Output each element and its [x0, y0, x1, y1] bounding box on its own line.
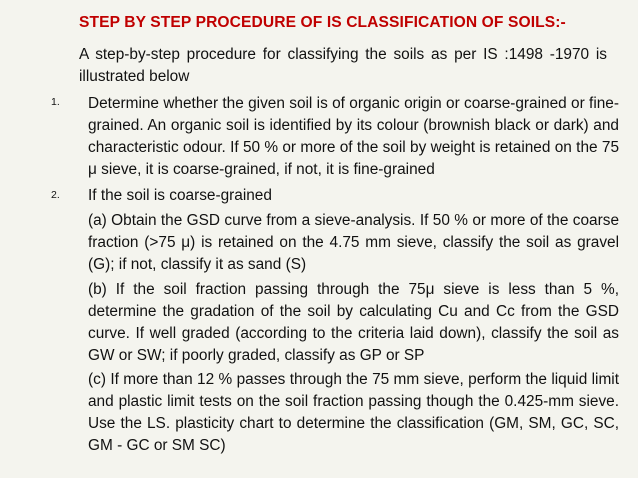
- step-2-number: 2.: [51, 189, 60, 201]
- step-2-text: If the soil is coarse-grained: [88, 187, 272, 204]
- subpoint-c: (c) If more than 12 % passes through the 75 mm sieve, perform the liquid limit and plastic limit tests on the soil fraction passing though the 0.425-mm sieve. Use the LS. plasticity chart to determine the classification (GM, SM, GC, SC, GM - GC or SM SC): [88, 371, 619, 454]
- subpoint-b: (b) If the soil fraction passing through the 75μ sieve is less than 5 %, determine the gradation of the soil by calculating Cu and Cc from the GSD curve. If well graded (according to the criteria laid down), classify the soil as GW or SW; if poorly graded, classify as GP or SP: [88, 281, 619, 364]
- step-1-text: Determine whether the given soil is of organic origin or coarse-grained or fine-grained. An organic soil is identified by its colour (brownish black or dark) and characteristic odour. If 50 % or more of the soil by weight is retained on the 75 μ sieve, it is coarse-grained, if not, it is fine-grained: [88, 95, 619, 178]
- subpoint-a: (a) Obtain the GSD curve from a sieve-analysis. If 50 % or more of the coarse fraction (>75 μ) is retained on the 4.75 mm sieve, classify the soil as gravel (G); if not, classify it as sand (S): [88, 212, 619, 273]
- slide-title: STEP BY STEP PROCEDURE OF IS CLASSIFICATION OF SOILS:-: [79, 14, 566, 31]
- intro-paragraph: A step-by-step procedure for classifying the soils as per IS :1498 -1970 is illustrated below: [79, 46, 607, 85]
- step-1-number: 1.: [51, 96, 60, 108]
